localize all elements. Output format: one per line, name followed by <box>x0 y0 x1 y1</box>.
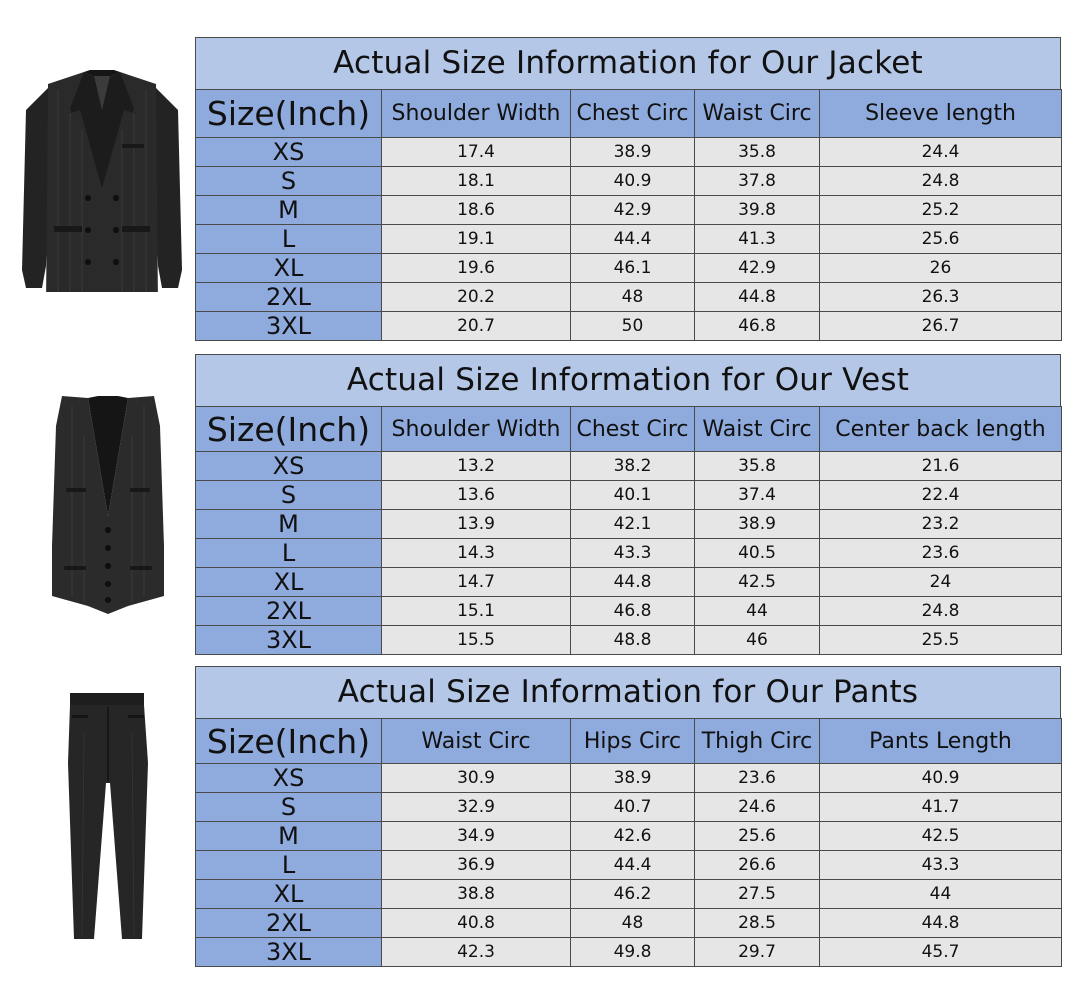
table-cell: 23.2 <box>820 510 1062 539</box>
table-cell: 26 <box>820 254 1062 283</box>
table-row <box>196 568 1062 597</box>
table-cell: 42.1 <box>571 510 695 539</box>
column-header: Pants Length <box>820 719 1062 764</box>
table-cell: 25.5 <box>820 626 1062 655</box>
table-cell: 39.8 <box>695 196 820 225</box>
table-row <box>196 452 1062 481</box>
table-cell: 41.7 <box>820 793 1062 822</box>
table-cell: 38.9 <box>571 138 695 167</box>
table-cell: 14.7 <box>382 568 571 597</box>
table-cell: 30.9 <box>382 764 571 793</box>
size-label: M <box>196 822 382 851</box>
table-row <box>196 764 1062 793</box>
table-cell: 26.6 <box>695 851 820 880</box>
table-cell: 22.4 <box>820 481 1062 510</box>
table-cell: 44.4 <box>571 851 695 880</box>
column-header: Chest Circ <box>571 90 695 138</box>
table-header-row <box>196 407 1062 452</box>
column-header: Shoulder Width <box>382 407 571 452</box>
table-cell: 26.7 <box>820 312 1062 341</box>
table-cell: 37.8 <box>695 167 820 196</box>
table-cell: 13.6 <box>382 481 571 510</box>
table-cell: 49.8 <box>571 938 695 967</box>
table-cell: 27.5 <box>695 880 820 909</box>
table-cell: 38.2 <box>571 452 695 481</box>
size-label: XL <box>196 568 382 597</box>
size-label: XL <box>196 880 382 909</box>
table-row <box>196 938 1062 967</box>
table-cell: 42.6 <box>571 822 695 851</box>
column-header: Thigh Circ <box>695 719 820 764</box>
table-cell: 28.5 <box>695 909 820 938</box>
column-header: Center back length <box>820 407 1062 452</box>
table-cell: 43.3 <box>571 539 695 568</box>
size-label: L <box>196 225 382 254</box>
table-cell: 48 <box>571 909 695 938</box>
size-label: 2XL <box>196 283 382 312</box>
table-row <box>196 138 1062 167</box>
table-row <box>196 225 1062 254</box>
table-cell: 24.6 <box>695 793 820 822</box>
table-cell: 46.8 <box>695 312 820 341</box>
table-row <box>196 510 1062 539</box>
table-cell: 13.9 <box>382 510 571 539</box>
table-cell: 15.5 <box>382 626 571 655</box>
table-cell: 40.1 <box>571 481 695 510</box>
column-header: Chest Circ <box>571 407 695 452</box>
table-row <box>196 909 1062 938</box>
table-cell: 38.8 <box>382 880 571 909</box>
table-cell: 46.8 <box>571 597 695 626</box>
table-cell: 24.8 <box>820 597 1062 626</box>
table-row <box>196 254 1062 283</box>
section-title: Actual Size Information for Our Pants <box>195 666 1061 719</box>
table-cell: 36.9 <box>382 851 571 880</box>
table-cell: 15.1 <box>382 597 571 626</box>
size-label: 3XL <box>196 938 382 967</box>
table-cell: 42.9 <box>695 254 820 283</box>
table-cell: 42.5 <box>820 822 1062 851</box>
table-row <box>196 822 1062 851</box>
table-cell: 18.6 <box>382 196 571 225</box>
table-cell: 32.9 <box>382 793 571 822</box>
table-row <box>196 312 1062 341</box>
table-row <box>196 597 1062 626</box>
table-cell: 46.2 <box>571 880 695 909</box>
table-cell: 17.4 <box>382 138 571 167</box>
table-header-row <box>196 90 1062 138</box>
size-label: XL <box>196 254 382 283</box>
table-cell: 29.7 <box>695 938 820 967</box>
section-title: Actual Size Information for Our Jacket <box>195 37 1061 90</box>
size-label: 3XL <box>196 312 382 341</box>
table-cell: 40.8 <box>382 909 571 938</box>
table-cell: 42.5 <box>695 568 820 597</box>
table-cell: 44.8 <box>820 909 1062 938</box>
table-cell: 38.9 <box>571 764 695 793</box>
table-cell: 46.1 <box>571 254 695 283</box>
table-row <box>196 793 1062 822</box>
table-cell: 20.7 <box>382 312 571 341</box>
size-column-header: Size(Inch) <box>196 719 382 764</box>
table-cell: 42.9 <box>571 196 695 225</box>
table-cell: 43.3 <box>820 851 1062 880</box>
table-cell: 40.7 <box>571 793 695 822</box>
column-header: Waist Circ <box>382 719 571 764</box>
table-cell: 40.5 <box>695 539 820 568</box>
table-row <box>196 196 1062 225</box>
table-cell: 35.8 <box>695 138 820 167</box>
table-cell: 14.3 <box>382 539 571 568</box>
table-cell: 21.6 <box>820 452 1062 481</box>
table-cell: 13.2 <box>382 452 571 481</box>
size-label: M <box>196 510 382 539</box>
table-cell: 42.3 <box>382 938 571 967</box>
table-cell: 38.9 <box>695 510 820 539</box>
size-label: 3XL <box>196 626 382 655</box>
column-header: Hips Circ <box>571 719 695 764</box>
table-cell: 41.3 <box>695 225 820 254</box>
size-column-header: Size(Inch) <box>196 90 382 138</box>
size-label: M <box>196 196 382 225</box>
vest-image <box>48 396 168 618</box>
table-cell: 18.1 <box>382 167 571 196</box>
table-cell: 26.3 <box>820 283 1062 312</box>
table-cell: 24.4 <box>820 138 1062 167</box>
size-label: XS <box>196 764 382 793</box>
table-cell: 44.4 <box>571 225 695 254</box>
table-cell: 40.9 <box>820 764 1062 793</box>
size-label: S <box>196 481 382 510</box>
table-row <box>196 539 1062 568</box>
size-label: 2XL <box>196 597 382 626</box>
table-cell: 48 <box>571 283 695 312</box>
pants-image <box>66 693 152 943</box>
table-cell: 19.6 <box>382 254 571 283</box>
size-label: S <box>196 167 382 196</box>
size-table <box>195 718 1062 967</box>
table-cell: 44 <box>695 597 820 626</box>
table-cell: 25.6 <box>820 225 1062 254</box>
jacket-image <box>18 70 186 292</box>
size-label: 2XL <box>196 909 382 938</box>
size-table <box>195 406 1062 655</box>
section-title: Actual Size Information for Our Vest <box>195 354 1061 407</box>
column-header: Shoulder Width <box>382 90 571 138</box>
size-label: L <box>196 851 382 880</box>
table-cell: 24.8 <box>820 167 1062 196</box>
table-cell: 50 <box>571 312 695 341</box>
table-cell: 45.7 <box>820 938 1062 967</box>
table-cell: 34.9 <box>382 822 571 851</box>
table-cell: 37.4 <box>695 481 820 510</box>
table-row <box>196 283 1062 312</box>
table-cell: 23.6 <box>695 764 820 793</box>
table-cell: 44 <box>820 880 1062 909</box>
table-cell: 44.8 <box>571 568 695 597</box>
table-cell: 24 <box>820 568 1062 597</box>
table-cell: 25.6 <box>695 822 820 851</box>
table-cell: 19.1 <box>382 225 571 254</box>
size-label: XS <box>196 452 382 481</box>
table-cell: 44.8 <box>695 283 820 312</box>
size-label: XS <box>196 138 382 167</box>
table-row <box>196 880 1062 909</box>
table-row <box>196 167 1062 196</box>
size-column-header: Size(Inch) <box>196 407 382 452</box>
column-header: Waist Circ <box>695 90 820 138</box>
table-cell: 23.6 <box>820 539 1062 568</box>
table-cell: 48.8 <box>571 626 695 655</box>
table-cell: 35.8 <box>695 452 820 481</box>
column-header: Waist Circ <box>695 407 820 452</box>
table-header-row <box>196 719 1062 764</box>
table-cell: 20.2 <box>382 283 571 312</box>
size-label: S <box>196 793 382 822</box>
column-header: Sleeve length <box>820 90 1062 138</box>
size-table <box>195 89 1062 341</box>
table-row <box>196 481 1062 510</box>
table-cell: 40.9 <box>571 167 695 196</box>
table-cell: 46 <box>695 626 820 655</box>
table-row <box>196 851 1062 880</box>
size-label: L <box>196 539 382 568</box>
table-row <box>196 626 1062 655</box>
table-cell: 25.2 <box>820 196 1062 225</box>
